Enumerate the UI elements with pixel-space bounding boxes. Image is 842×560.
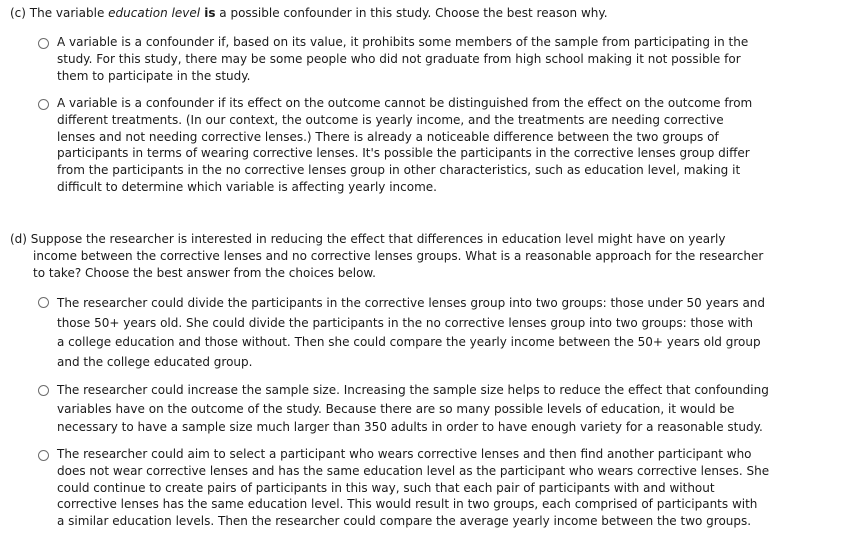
part-c-option-2-line-1: A variable is a confounder if its effect on the outcome cannot be distinguished from the effect on the outcome from [57,96,753,110]
part-d-prompt [10,231,763,282]
part-d-prompt-text-1: Suppose the researcher is interested in reducing the effect that differences in education level might have on yearly [26,232,726,246]
part-c-prompt-pre: The variable [25,6,109,20]
part-d-prompt-line-3: to take? Choose the best answer from the choices below. [33,266,376,280]
part-c-prompt-is: is [200,6,216,20]
part-d-option-2-line-3: necessary to have a sample size much larger than 350 adults in order to have enough variety for a reasonable study. [57,420,763,434]
part-c-option-1-radio[interactable] [38,38,49,49]
part-d-option-3[interactable] [57,446,769,530]
part-c-prompt-em: education level [108,6,201,20]
part-d-prompt-line-2: income between the corrective lenses and no corrective lenses groups. What is a reasonable approach for the researcher [33,249,764,263]
part-c-option-2-line-2: different treatments. (In our context, the outcome is yearly income, and the treatments are needing corrective [57,112,724,127]
part-d-option-3-line-1: The researcher could aim to select a participant who wears corrective lenses and then find another participant who [57,447,752,461]
part-c-option-2-line-4: participants in terms of wearing corrective lenses. It's possible the participants in the corrective lenses group differ [57,146,750,161]
part-c-option-2-line-5: from the participants in the no corrective lenses group in other characteristics, such as education level, making it [57,163,741,178]
part-c-option-2-line-6: difficult to determine which variable is affecting yearly income. [57,179,437,194]
part-c-option-2[interactable] [57,95,752,196]
part-d-option-2-radio[interactable] [38,385,49,396]
part-d-option-3-line-4: corrective lenses has the same education level. This would result in two groups, each comprised of participants with [57,497,758,512]
part-c-prompt [10,5,608,22]
part-d-option-2-line-1: The researcher could increase the sample size. Increasing the sample size helps to reduce the effect that confounding [57,383,769,397]
part-c-prompt-post: a possible confounder in this study. Choose the best reason why. [215,6,608,20]
part-c-option-1-line-2: study. For this study, there may be some people who did not graduate from high school making it not possible for [57,51,741,66]
part-d-option-1-line-4: and the college educated group. [57,354,253,369]
part-d-option-1-radio[interactable] [38,297,49,308]
part-d-option-1[interactable] [57,294,765,372]
part-d-option-3-line-3: could continue to create pairs of participants in this way, such that each pair of participants with and without [57,480,715,495]
part-d-prompt-line-1 [10,231,763,248]
part-d-option-3-line-5: a similar education levels. Then the researcher could compare the average yearly income between the two groups. [57,514,752,529]
part-c-option-2-radio[interactable] [38,99,49,110]
part-c-label: (c) [10,6,26,20]
part-d-option-3-line-2: does not wear corrective lenses and has the same education level as the participant who wears corrective lenses. She [57,463,770,478]
part-d-option-1-line-3: a college education and those without. Then she could compare the yearly income between the 50+ years old group [57,335,761,350]
part-d-option-1-line-1: The researcher could divide the participants in the corrective lenses group into two groups: those under 50 years and [57,296,766,310]
part-d-option-2[interactable] [57,381,769,437]
part-c-option-1[interactable] [57,34,748,84]
part-d-option-3-radio[interactable] [38,450,49,461]
part-d-option-1-line-2: those 50+ years old. She could divide the participants in the no corrective lenses group into two groups: those with [57,315,754,330]
part-c-option-2-line-3: lenses and not needing corrective lenses.) There is already a noticeable difference between the two groups of [57,129,719,144]
part-d-option-2-line-2: variables have on the outcome of the study. Because there are so many possible levels of education, it would be [57,401,735,416]
part-d-label: (d) [10,232,27,246]
part-c-option-1-line-1: A variable is a confounder if, based on its value, it prohibits some members of the sample from participating in the [57,35,749,49]
part-c-option-1-line-3: them to participate in the study. [57,68,251,83]
